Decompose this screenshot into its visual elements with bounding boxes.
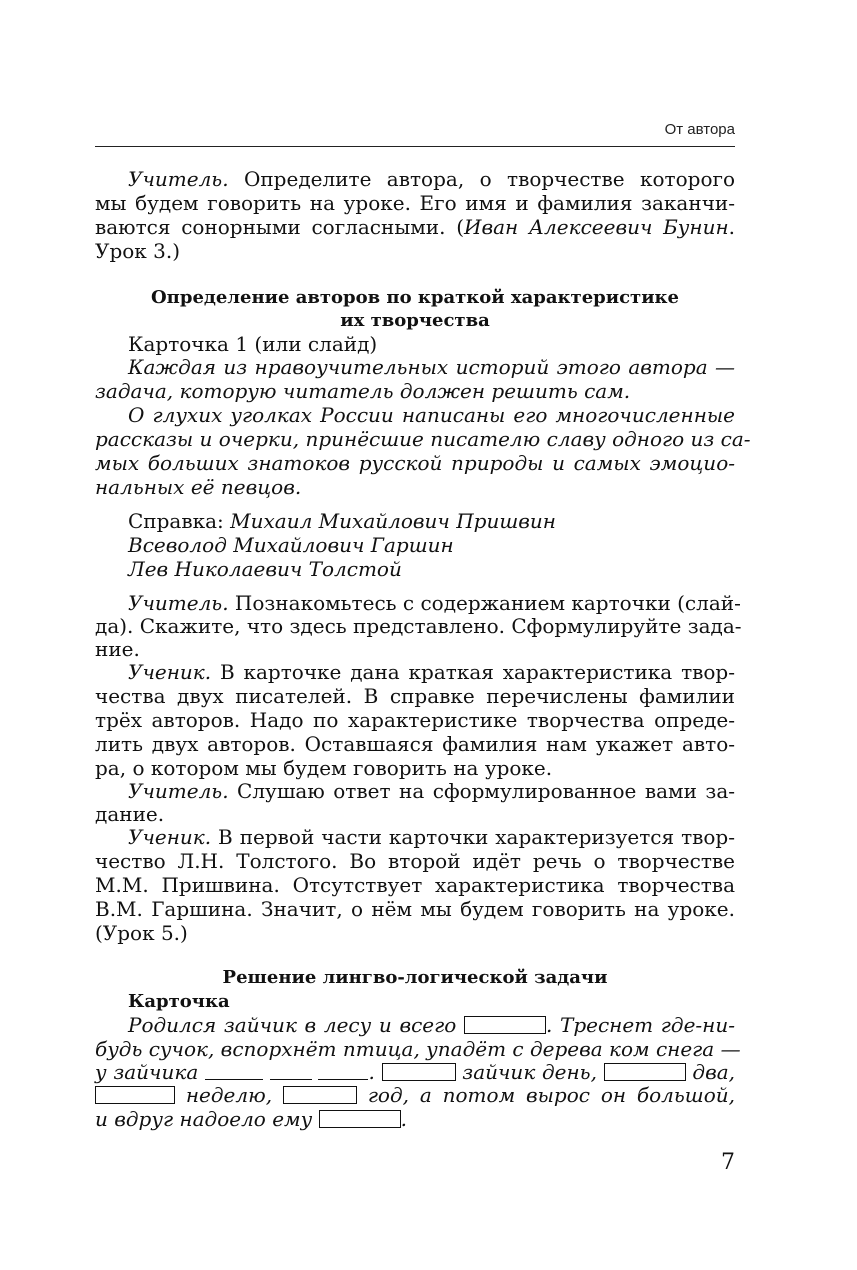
text-line: мы будем говорить на уроке. Его имя и фамилия заканчи- [95, 191, 735, 215]
card-text-line: О глухих уголках России написаны его многочисленные [128, 403, 735, 427]
dialog-line: да). Скажите, что здесь представлено. Сформулируйте зада- [95, 614, 742, 638]
card-text-line: задача, которую читатель должен решить сам. [95, 379, 631, 403]
answer-box[interactable] [464, 1016, 546, 1034]
answer-blank[interactable] [318, 1065, 368, 1080]
dialog-line: чества двух писателей. В справке перечислены фамилии [95, 684, 735, 708]
task-line: неделю, год, а потом вырос он большой, [95, 1083, 735, 1107]
reference-line: Всеволод Михайлович Гаршин [128, 533, 454, 557]
section-title: Определение авторов по краткой характеристике [151, 287, 679, 308]
reference-line: Лев Николаевич Толстой [128, 557, 402, 581]
answer-blank[interactable] [270, 1065, 312, 1080]
page-number: 7 [721, 1150, 735, 1175]
card-text-line: нальных её певцов. [95, 475, 302, 499]
task-line: Родился зайчик в лесу и всего . Треснет где-ни- [128, 1013, 735, 1037]
text-line: ваются сонорными согласными. (Иван Алексеевич Бунин. [95, 215, 735, 239]
dialog-line: Ученик. В карточке дана краткая характеристика твор- [128, 660, 735, 684]
dialog-line: чество Л.Н. Толстого. Во второй идёт речь о творчестве [95, 849, 735, 873]
answer-box[interactable] [319, 1110, 401, 1128]
section-title: Решение лингво-логической задачи [222, 967, 608, 988]
dialog-line: (Урок 5.) [95, 921, 188, 945]
answer-box[interactable] [382, 1063, 456, 1081]
dialog-line: М.М. Пришвина. Отсутствует характеристика творчества [95, 873, 735, 897]
dialog-line: ра, о котором мы будем говорить на уроке. [95, 756, 553, 780]
card-label: Карточка 1 (или слайд) [128, 332, 378, 356]
card-text-line: Каждая из нравоучительных историй этого автора — [128, 355, 735, 379]
dialog-line: трёх авторов. Надо по характеристике творчества опреде- [95, 708, 735, 732]
answer-box[interactable] [95, 1086, 175, 1104]
task-line: будь сучок, вспорхнёт птица, упадёт с дерева ком снега — [95, 1037, 741, 1061]
section-title: их творчества [340, 310, 490, 331]
text-line: Учитель. Определите автора, о творчестве которого [128, 167, 735, 191]
reference-line: Справка: Михаил Михайлович Пришвин [128, 509, 556, 533]
answer-box[interactable] [604, 1063, 686, 1081]
dialog-line: Ученик. В первой части карточки характеризуется твор- [128, 825, 735, 849]
card-label: Карточка [128, 991, 230, 1012]
dialog-line: дание. [95, 802, 165, 826]
dialog-line: Учитель. Слушаю ответ на сформулированное вами за- [128, 779, 735, 803]
answer-box[interactable] [283, 1086, 357, 1104]
running-header [95, 112, 735, 147]
dialog-line: В.М. Гаршина. Значит, о нём мы будем говорить на уроке. [95, 897, 735, 921]
task-line: и вдруг надоело ему . [95, 1107, 407, 1131]
task-line: у зайчика . зайчик день, два, [95, 1060, 736, 1084]
text-line: Урок 3.) [95, 239, 181, 263]
dialog-line: лить двух авторов. Оставшаяся фамилия нам укажет авто- [95, 732, 735, 756]
dialog-line: Учитель. Познакомьтесь с содержанием карточки (слай- [128, 591, 741, 615]
dialog-line: ние. [95, 637, 140, 661]
header-text: От автора [664, 121, 735, 138]
card-text-line: рассказы и очерки, принёсшие писателю славу одного из са- [95, 427, 751, 451]
card-text-line: мых больших знатоков русской природы и самых эмоцио- [95, 451, 735, 475]
answer-blank[interactable] [205, 1065, 263, 1080]
